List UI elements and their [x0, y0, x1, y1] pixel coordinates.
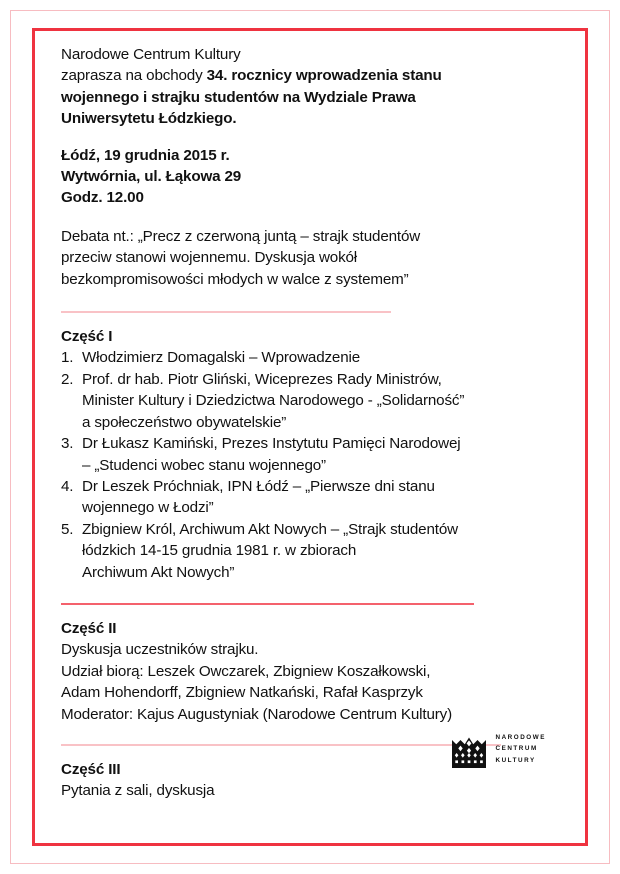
list-item-number: 2.: [61, 370, 74, 388]
list-item-line: łódzkich 14-15 grudnia 1981 r. w zbiorach: [82, 542, 357, 560]
list-item-line: – „Studenci wobec stanu wojennego”: [82, 456, 326, 474]
debate-line-2: przeciw stanowi wojennemu. Dyskusja wokół: [61, 249, 358, 267]
part-two-heading: Część II: [61, 619, 117, 637]
list-item: [61, 347, 576, 368]
when-where-block: [61, 130, 576, 209]
invitation-lead-regular: zaprasza na obchody: [61, 67, 207, 85]
invitation-block: [61, 44, 576, 130]
invitation-bold-line-2: wojennego i strajku studentów na Wydziale Prawa: [61, 88, 416, 106]
nck-logo: [452, 730, 546, 768]
part-two-line-3: Adam Hohendorff, Zbigniew Natkański, Rafał Kasprzyk: [61, 684, 423, 702]
part-one-heading: Część I: [61, 328, 113, 346]
list-item-line: Prof. dr hab. Piotr Gliński, Wiceprezes Rady Ministrów,: [82, 370, 442, 388]
nck-logo-word-3: KULTURY: [495, 756, 536, 764]
part-two-line-2: Udział biorą: Leszek Owczarek, Zbigniew Koszałkowski,: [61, 662, 431, 680]
list-item-line: a społeczeństwo obywatelskie”: [82, 413, 287, 431]
invitation-bold-line-3: Uniwersytetu Łódzkiego.: [61, 110, 237, 128]
part-three-row: [61, 734, 576, 802]
crown-castle-icon: [452, 730, 486, 768]
part-two-moderator: Moderator: Kajus Augustyniak (Narodowe Centrum Kultury): [61, 705, 453, 723]
list-item-line: Dr Leszek Próchniak, IPN Łódź – „Pierwsze dni stanu: [82, 477, 435, 495]
list-item-line: Włodzimierz Domagalski – Wprowadzenie: [82, 349, 361, 367]
list-item: [61, 519, 576, 583]
poster-content: [61, 44, 576, 802]
list-item: [61, 433, 576, 476]
event-venue: Wytwórnia, ul. Łąkowa 29: [61, 168, 242, 186]
event-time: Godz. 12.00: [61, 189, 144, 207]
event-date: Łódź, 19 grudnia 2015 r.: [61, 146, 230, 164]
list-item-line: Dr Łukasz Kamiński, Prezes Instytutu Pamięci Narodowej: [82, 435, 461, 453]
invitation-anniversary-bold: 34. rocznicy wprowadzenia stanu: [206, 67, 442, 85]
part-two-line-1: Dyskusja uczestników strajku.: [61, 641, 259, 659]
list-item: [61, 476, 576, 519]
debate-line-1: Debata nt.: „Precz z czerwoną juntą – strajk studentów: [61, 227, 421, 245]
list-item-line: wojennego w Łodzi”: [82, 499, 214, 517]
list-item-number: 4.: [61, 477, 74, 495]
list-item-line: Archiwum Akt Nowych”: [82, 563, 235, 581]
nck-logo-wordmark: [495, 732, 546, 766]
part-three-heading: Część III: [61, 760, 121, 778]
part-two-block: [61, 639, 576, 725]
list-item-line: Zbigniew Król, Archiwum Akt Nowych – „Strajk studentów: [82, 520, 458, 538]
nck-logo-word-2: CENTRUM: [495, 745, 538, 753]
list-item-number: 5.: [61, 520, 74, 538]
list-item-line: Minister Kultury i Dziedzictwa Narodowego - „Solidarność”: [82, 392, 465, 410]
debate-topic-block: [61, 209, 576, 290]
list-item-number: 3.: [61, 435, 74, 453]
invitation-lead-line: [61, 65, 576, 86]
list-item-number: 1.: [61, 349, 74, 367]
part-one-speaker-list: [61, 347, 576, 582]
nck-logo-word-1: NARODOWE: [495, 734, 546, 742]
debate-line-3: bezkompromisowości młodych w walce z systemem”: [61, 270, 409, 288]
list-item: [61, 369, 576, 433]
organizer-name: Narodowe Centrum Kultury: [61, 46, 241, 63]
part-three-line-1: Pytania z sali, dyskusja: [61, 782, 215, 800]
